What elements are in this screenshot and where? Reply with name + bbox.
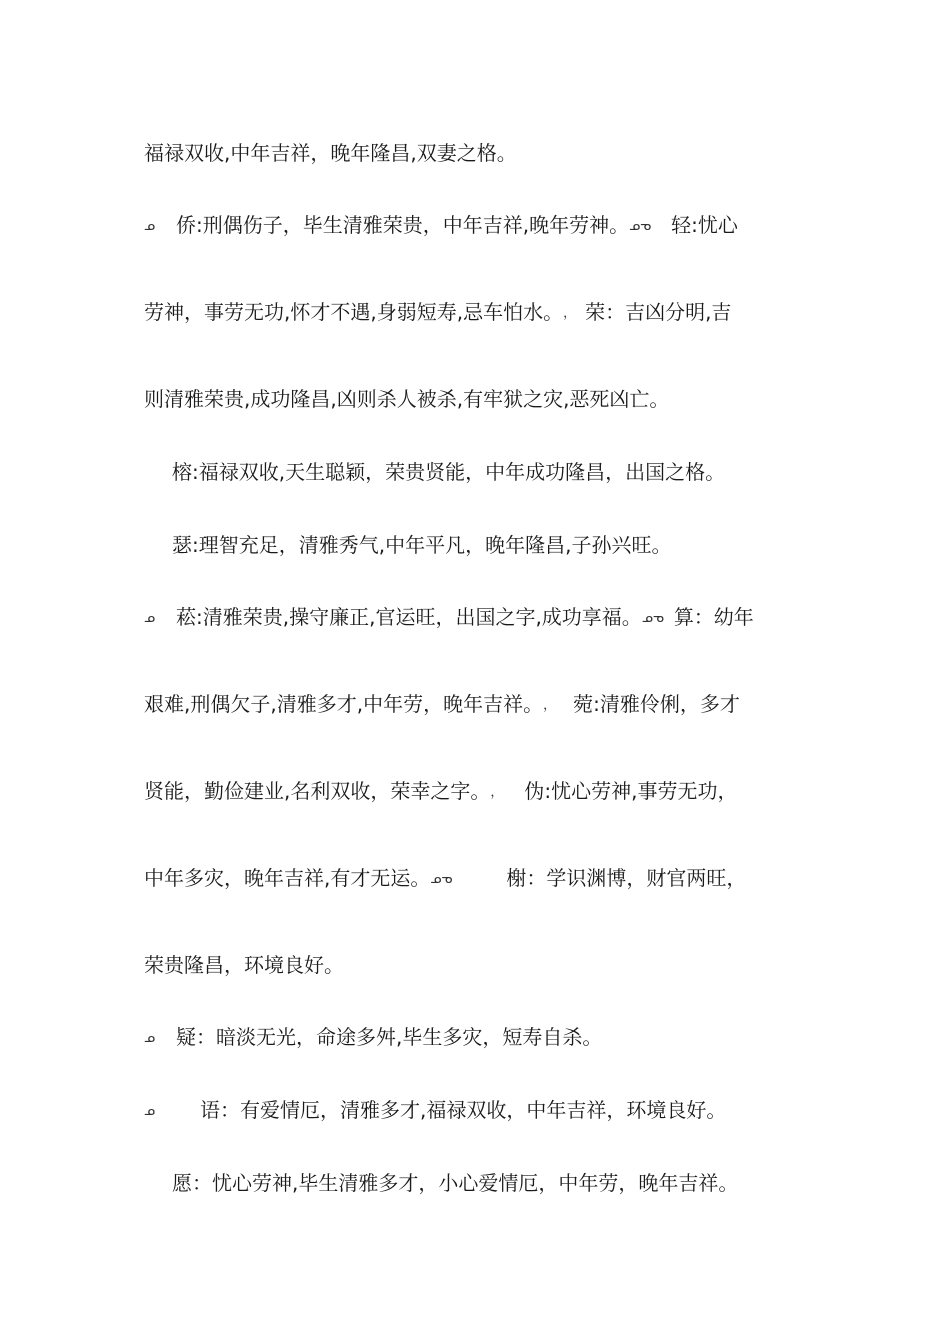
text-segment: 荣：吉凶分明,吉 [585,300,732,324]
text-segment: 菀:清雅伶俐，多才 [573,692,740,716]
comma-mark-icon: ， [543,697,557,713]
text-segment: 侨:刑偶伤子，毕生清雅荣贵，中年吉祥,晚年劳神。 [176,213,630,237]
paragraph-mark-icon: ᓄ [144,610,156,626]
text-line-5 [172,458,812,486]
paragraph-mark-icon: ᓄ [144,1103,156,1119]
text-segment: 中年多灾，晚年吉祥,有才无运。 [144,866,431,890]
text-segment: 伪:忧心劳神,事劳无功， [524,779,738,803]
text-line-8 [144,690,814,720]
text-segment: 福禄双收,中年吉祥，晚年隆昌,双妻之格。 [144,141,517,165]
paragraph-end-mark-icon: ᓄᓀ [629,218,652,234]
text-segment: 则清雅荣贵,成功隆昌,凶则杀人被杀,有牢狱之灾,恶死凶亡。 [144,387,670,411]
text-line-13 [144,1096,814,1126]
text-line-10 [144,864,814,894]
text-line-3 [144,298,814,328]
paragraph-end-mark-icon: ᓄᓀ [430,871,453,887]
text-segment: 瑟:理智充足，清雅秀气,中年平凡，晚年隆昌,子孙兴旺。 [172,533,672,557]
text-segment: 荣贵隆昌，环境良好。 [144,953,344,977]
text-line-9 [144,777,814,807]
paragraph-mark-icon: ᓄ [144,218,156,234]
text-segment: 语：有爱情厄，清雅多才,福禄双收，中年吉祥，环境良好。 [200,1098,727,1122]
text-line-1 [144,139,814,167]
text-segment: 轻:忧心 [671,213,738,237]
text-line-12 [144,1023,814,1053]
text-segment: 愿：忧心劳神,毕生清雅多才，小心爱情厄，中年劳，晚年吉祥。 [172,1171,739,1195]
text-line-7 [144,603,814,633]
text-segment: 劳神，事劳无功,怀才不遇,身弱短寿,忌车怕水。 [144,300,564,324]
paragraph-mark-icon: ᓄ [144,1030,156,1046]
text-segment: 榭：学识渊博，财官两旺， [506,866,747,890]
text-segment: 贤能，勤俭建业,名利双收，荣幸之字。 [144,779,491,803]
text-segment: 算：幼年 [673,605,754,629]
text-line-6 [172,531,812,559]
text-line-2 [144,211,814,241]
text-line-14 [172,1169,812,1197]
text-line-11 [144,951,814,979]
text-segment: 菘:清雅荣贵,操守廉正,官运旺，出国之字,成功享福。 [176,605,642,629]
text-segment: 榕:福禄双收,天生聪颖，荣贵贤能，中年成功隆昌，出国之格。 [172,460,726,484]
text-line-4 [144,385,814,413]
text-segment: 疑：暗淡无光，命途多舛,毕生多灾，短寿自杀。 [176,1025,603,1049]
comma-mark-icon: ， [490,784,504,800]
comma-mark-icon: ， [563,305,577,321]
text-segment: 艰难,刑偶欠子,清雅多才,中年劳，晚年吉祥。 [144,692,544,716]
paragraph-end-mark-icon: ᓄᓀ [641,610,664,626]
